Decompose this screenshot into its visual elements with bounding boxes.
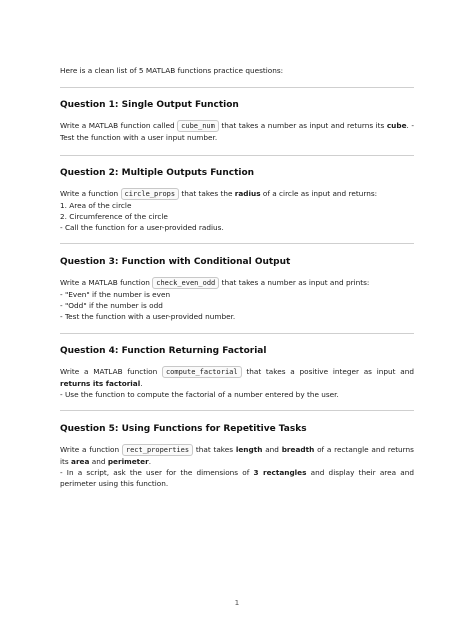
bold-3-rectangles: 3 rectangles — [253, 468, 307, 477]
list-item: - "Even" if the number is even — [60, 290, 171, 299]
code-check-even-odd: check_even_odd — [152, 277, 219, 289]
text-span: . - Test the function with a user input number. — [60, 121, 415, 142]
question-1-body — [60, 120, 414, 143]
question-2 — [60, 168, 414, 233]
divider — [60, 87, 414, 88]
bold-breadth: breadth — [281, 445, 315, 454]
code-rect-properties: rect_properties — [122, 444, 193, 456]
bold-area: area — [71, 457, 90, 466]
text-span: and display their area and perimeter using this function. — [60, 468, 414, 488]
text-span: . — [148, 457, 152, 466]
text-span: Write a MATLAB function — [60, 278, 150, 287]
code-compute-factorial: compute_factorial — [162, 366, 242, 378]
text-span: and — [91, 457, 106, 466]
divider — [60, 410, 414, 411]
list-item: - "Odd" if the number is odd — [60, 301, 163, 310]
question-1 — [60, 100, 414, 143]
text-span: that takes — [195, 445, 234, 454]
question-3 — [60, 257, 414, 322]
text-span: . — [140, 379, 143, 388]
text-span: Write a function — [60, 189, 119, 198]
list-item: - Test the function with a user-provided number. — [60, 312, 236, 321]
text-span: Write a MATLAB function called — [60, 121, 175, 130]
divider — [60, 243, 414, 244]
bold-length: length — [235, 445, 263, 454]
text-span: - In a script, ask the user for the dimensions of — [60, 468, 250, 477]
question-4-body — [60, 366, 414, 389]
bold-radius: radius — [234, 189, 261, 198]
question-3-intro — [60, 277, 414, 289]
text-span: and — [265, 445, 279, 454]
bold-returns-factorial: returns its factorial — [60, 379, 141, 388]
list-item: 1. Area of the circle — [60, 201, 132, 210]
question-4 — [60, 346, 414, 400]
list-item: 2. Circumference of the circle — [60, 212, 168, 221]
question-1-title: Question 1: Single Output Function — [60, 100, 239, 110]
text-span: of a circle as input and returns: — [262, 189, 378, 198]
question-5-title: Question 5: Using Functions for Repetitive Tasks — [60, 424, 307, 434]
list-item: - Use the function to compute the factorial of a number entered by the user. — [60, 390, 339, 399]
document-page — [60, 0, 414, 632]
text-span: Write a function — [60, 445, 120, 454]
divider — [60, 155, 414, 156]
list-item: - Call the function for a user-provided radius. — [60, 223, 224, 232]
text-span: Write a MATLAB function — [60, 367, 158, 376]
bold-perimeter: perimeter — [107, 457, 149, 466]
intro-text: Here is a clean list of 5 MATLAB functions practice questions: — [60, 66, 284, 75]
question-4-title: Question 4: Function Returning Factorial — [60, 346, 267, 356]
question-5-instruction — [60, 467, 414, 489]
text-span: of a rectangle and returns its — [60, 445, 414, 466]
question-5-body — [60, 444, 414, 467]
text-span: that takes a number as input and prints: — [221, 278, 370, 287]
text-span: that takes a positive integer as input and — [246, 367, 414, 376]
bold-cube: cube — [386, 121, 407, 130]
page-number: 1 — [234, 598, 240, 607]
text-span: that takes the — [181, 189, 233, 198]
question-2-intro — [60, 188, 414, 200]
question-3-title: Question 3: Function with Conditional Output — [60, 257, 291, 267]
text-span: that takes a number as input and returns its — [221, 121, 385, 130]
divider — [60, 333, 414, 334]
code-circle-props: circle_props — [121, 188, 180, 200]
code-cube-num: cube_num — [177, 120, 219, 132]
question-5 — [60, 424, 414, 489]
question-2-title: Question 2: Multiple Outputs Function — [60, 168, 255, 178]
